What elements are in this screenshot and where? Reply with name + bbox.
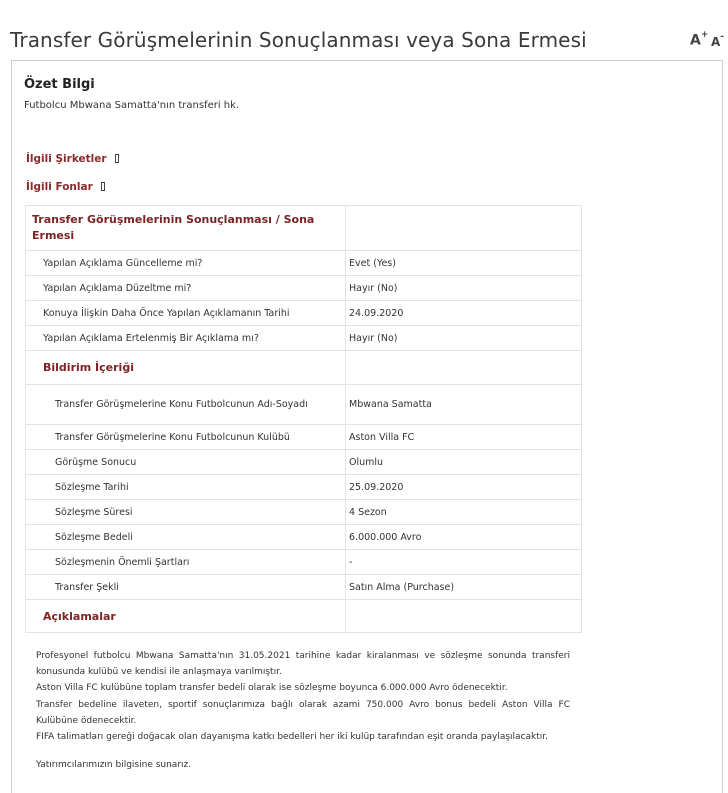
disclosure-panel [11, 60, 723, 793]
font-increase-mark: + [700, 30, 709, 40]
row-label: Sözleşme Tarihi [26, 475, 346, 500]
related-companies-toggle[interactable] [26, 153, 119, 165]
table-row [26, 500, 582, 525]
row-value: Hayır (No) [346, 326, 582, 351]
row-value: Aston Villa FC [346, 425, 582, 450]
summary-text: Futbolcu Mbwana Samatta'nın transferi hk. [24, 100, 240, 111]
related-funds-label: İlgili Fonlar [26, 181, 93, 193]
explanation-paragraph: Transfer bedeline ilaveten, sportif sonuçlarımıza bağlı olarak azami 750.000 Avro bonus bedeli Aston Villa FC Kulübüne ödenecektir. [36, 699, 570, 726]
row-label: Sözleşmenin Önemli Şartları [26, 550, 346, 575]
section-value-empty [346, 206, 582, 251]
font-increase-label: A [690, 32, 701, 49]
table-row [26, 425, 582, 450]
row-label: Yapılan Açıklama Güncelleme mi? [26, 251, 346, 276]
row-value: 4 Sezon [346, 500, 582, 525]
section-value-empty [346, 351, 582, 385]
table-section-header [26, 206, 582, 251]
row-label: Transfer Şekli [26, 575, 346, 600]
table-section-header [26, 351, 582, 385]
related-companies-label: İlgili Şirketler [26, 153, 107, 165]
table-row [26, 326, 582, 351]
row-label: Yapılan Açıklama Düzeltme mi? [26, 276, 346, 301]
font-decrease-button[interactable] [711, 34, 724, 49]
row-value: Olumlu [346, 450, 582, 475]
row-value: Evet (Yes) [346, 251, 582, 276]
explanation-text [36, 648, 570, 745]
table-row [26, 450, 582, 475]
related-funds-toggle[interactable] [26, 181, 105, 193]
row-value: Mbwana Samatta [346, 385, 582, 425]
row-label: Sözleşme Süresi [26, 500, 346, 525]
row-label: Transfer Görüşmelerine Konu Futbolcunun Kulübü [26, 425, 346, 450]
table-row [26, 385, 582, 425]
expand-icon [115, 154, 119, 163]
table-row [26, 301, 582, 326]
explanations-title: Açıklamalar [26, 600, 346, 633]
row-value: 6.000.000 Avro [346, 525, 582, 550]
row-value: Hayır (No) [346, 276, 582, 301]
summary-heading: Özet Bilgi [24, 77, 95, 92]
font-decrease-mark: - [720, 32, 725, 42]
row-value: 25.09.2020 [346, 475, 582, 500]
row-label: Sözleşme Bedeli [26, 525, 346, 550]
page-title: Transfer Görüşmelerinin Sonuçlanması veya Sona Ermesi [10, 28, 587, 52]
row-label: Transfer Görüşmelerine Konu Futbolcunun Adı-Soyadı [26, 385, 346, 425]
row-value: Satın Alma (Purchase) [346, 575, 582, 600]
font-decrease-label: A [711, 35, 721, 49]
table-row [26, 251, 582, 276]
row-label: Konuya İlişkin Daha Önce Yapılan Açıklamanın Tarihi [26, 301, 346, 326]
font-increase-button[interactable] [690, 32, 708, 49]
explanation-paragraph: FIFA talimatları gereği doğacak olan dayanışma katkı bedelleri her iki kulüp tarafından eşit oranda paylaşılacaktır. [36, 732, 549, 743]
section-title: Transfer Görüşmelerinin Sonuçlanması / Sona Ermesi [26, 206, 346, 251]
expand-icon [101, 182, 105, 191]
row-value: 24.09.2020 [346, 301, 582, 326]
closing-text: Yatırımcılarımızın bilgisine sunarız. [36, 760, 192, 770]
table-row [26, 276, 582, 301]
content-section-title: Bildirim İçeriği [26, 351, 346, 385]
explanation-paragraph: Aston Villa FC kulübüne toplam transfer bedeli olarak ise sözleşme boyunca 6.000.000 Avro ödenecektir. [36, 683, 508, 694]
table-row [26, 550, 582, 575]
table-row [26, 475, 582, 500]
table-section-header [26, 600, 582, 633]
row-value: - [346, 550, 582, 575]
disclosure-table [25, 205, 582, 633]
row-label: Yapılan Açıklama Ertelenmiş Bir Açıklama mı? [26, 326, 346, 351]
row-label: Görüşme Sonucu [26, 450, 346, 475]
table-row [26, 525, 582, 550]
explanation-paragraph: Profesyonel futbolcu Mbwana Samatta'nın 31.05.2021 tarihine kadar kiralanması ve sözleşme sonunda transferi konusunda kulübü ve kendisi ile anlaşmaya varılmıştır. [36, 651, 570, 678]
section-value-empty [346, 600, 582, 633]
table-row [26, 575, 582, 600]
